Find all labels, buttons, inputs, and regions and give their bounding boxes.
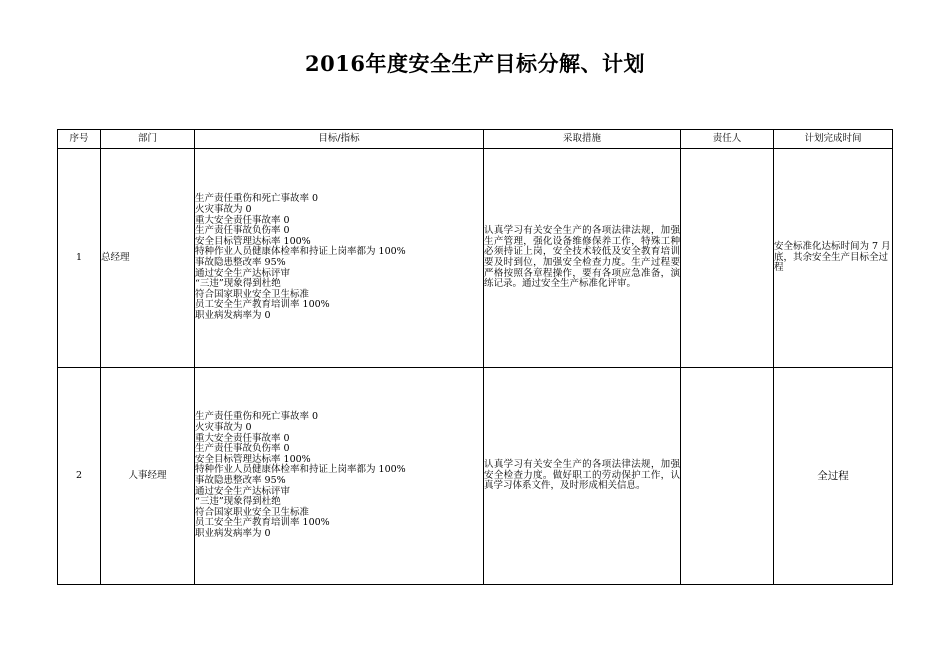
target-item: 职业病发病率为 0 [195,527,271,539]
row-responsible [681,149,774,368]
header-completion-time: 计划完成时间 [774,130,893,149]
header-measures: 采取措施 [484,130,681,149]
target-item: 火灾事故为 0 [195,422,252,434]
row-responsible [681,368,774,585]
table-row [58,368,893,585]
target-item: 生产责任重伤和死亡事故率 0 [195,411,319,423]
table-header-row [58,130,893,149]
row-completion-time: 安全标准化达标时间为 7 月底，其余安全生产目标全过程 [774,149,893,368]
target-item: 事故隐患整改率 95% [195,257,286,268]
document-title: 2016年度安全生产目标分解、计划 [305,51,645,76]
target-item: 事故隐患整改率 95% [195,475,286,486]
target-item: 符合国家职业安全卫生标准 [195,288,310,300]
target-item: 员工安全生产教育培训率 100% [195,517,330,529]
target-item: 通过安全生产达标评审 [195,485,291,497]
row-department: 人事经理 [101,368,195,585]
header-department: 部门 [101,130,195,149]
row-targets [195,368,484,585]
target-item: 生产责任事故负伤率 0 [195,443,290,455]
row-measures: 认真学习有关安全生产的各项法律法规，加强生产管理，强化设备维修保养工作，特殊工种必须持证上岗，安全技术较低及安全教育培训要及时到位，加强安全检查力度。生产过程要严格按照各章程操作，要有各项应急准备，演练记录。通过安全生产标准化评审。 [484,149,681,368]
row-completion-time: 全过程 [774,368,893,585]
row-measures: 认真学习有关安全生产的各项法律法规，加强安全检查力度。做好职工的劳动保护工作，认真学习体系文件，及时形成相关信息。 [484,368,681,585]
target-item: 职业病发病率为 0 [195,309,271,321]
target-item: 符合国家职业安全卫生标准 [195,506,310,518]
row-index: 1 [58,149,101,368]
target-item: 火灾事故为 0 [195,204,252,216]
target-item: 安全目标管理达标率 100% [195,453,311,465]
target-item: 员工安全生产教育培训率 100% [195,299,330,311]
target-item: 特种作业人员健康体检率和持证上岗率都为 100% [195,246,406,258]
safety-plan-table [57,129,893,585]
target-item: 通过安全生产达标评审 [195,267,291,279]
target-item: 特种作业人员健康体检率和持证上岗率都为 100% [195,464,406,476]
target-item: “三违”现象得到杜绝 [195,278,281,290]
row-department: 总经理 [101,149,195,368]
target-item: 生产责任重伤和死亡事故率 0 [195,193,319,205]
target-item: 重大安全责任事故率 0 [195,432,290,444]
row-index: 2 [58,368,101,585]
target-item: 重大安全责任事故率 0 [195,214,290,226]
header-targets: 目标/指标 [195,130,484,149]
header-index: 序号 [58,130,101,149]
table-row [58,149,893,368]
header-responsible: 责任人 [681,130,774,149]
target-item: 安全目标管理达标率 100% [195,235,311,247]
target-item: “三违”现象得到杜绝 [195,496,281,508]
row-targets [195,149,484,368]
target-item: 生产责任事故负伤率 0 [195,225,290,237]
